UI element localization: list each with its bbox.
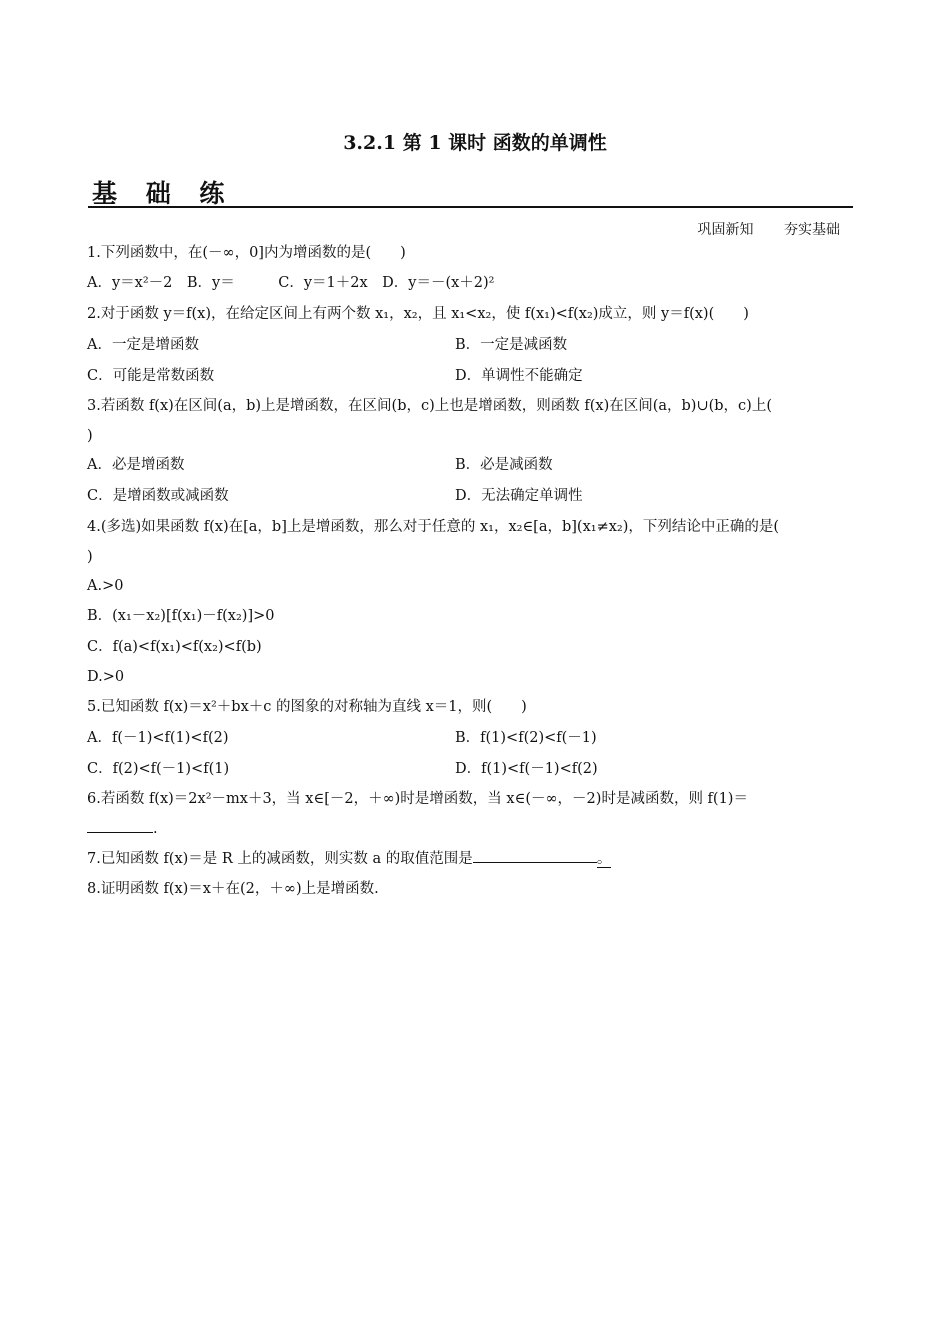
question-3-continued: )	[87, 428, 93, 444]
question-6-answer-line	[87, 818, 158, 839]
section-label: 基 础 练	[92, 179, 235, 208]
question-5: 5.已知函数 f(x)＝x²＋bx＋c 的图象的对称轴为直线 x＝1，则( )	[87, 699, 527, 715]
question-3-option-a: A．必是增函数	[87, 457, 185, 473]
question-7-end: 。	[596, 851, 612, 867]
section-subtitle: 巩固新知 夯实基础	[697, 222, 840, 238]
question-3-option-d: D．无法确定单调性	[455, 488, 583, 504]
question-2-option-c: C．可能是常数函数	[87, 368, 215, 384]
question-2-option-a: A．一定是增函数	[87, 337, 199, 353]
question-4-option-a: A.>0	[87, 578, 124, 594]
question-3-option-b: B．必是减函数	[455, 457, 553, 473]
question-5-option-b: B．f(1)<f(2)<f(－1)	[455, 730, 597, 746]
question-7-line	[87, 848, 611, 869]
question-1: 1.下列函数中，在(－∞，0]内为增函数的是( )	[87, 245, 406, 261]
question-3-option-c: C．是增函数或减函数	[87, 488, 229, 504]
page-title: 3.2.1 第 1 课时 函数的单调性	[343, 132, 607, 154]
question-5-option-a: A．f(－1)<f(1)<f(2)	[87, 730, 229, 746]
question-5-option-c: C．f(2)<f(－1)<f(1)	[87, 761, 230, 777]
question-8: 8.证明函数 f(x)＝x＋在(2，＋∞)上是增函数.	[87, 881, 379, 897]
question-5-option-d: D．f(1)<f(－1)<f(2)	[455, 761, 598, 777]
question-4: 4.(多选)如果函数 f(x)在[a，b]上是增函数，那么对于任意的 x₁，x₂∈[a，b](x₁≠x₂)，下列结论中正确的是(	[87, 519, 780, 535]
question-2: 2.对于函数 y＝f(x)，在给定区间上有两个数 x₁，x₂，且 x₁<x₂，使 f(x₁)<f(x₂)成立，则 y＝f(x)( )	[87, 306, 749, 322]
question-6: 6.若函数 f(x)＝2x²－mx＋3，当 x∈[－2，＋∞)时是增函数，当 x∈(－∞，－2)时是减函数，则 f(1)＝	[87, 791, 748, 807]
question-4-option-d: D.>0	[87, 669, 125, 685]
question-6-end: .	[153, 821, 158, 837]
question-1-options: A．y＝x²－2 B．y＝ C．y＝1＋2x D．y＝－(x＋2)²	[87, 275, 495, 291]
question-3: 3.若函数 f(x)在区间(a，b)上是增函数，在区间(b，c)上也是增函数，则函数 f(x)在区间(a，b)∪(b，c)上(	[87, 398, 772, 414]
question-2-option-b: B．一定是减函数	[455, 337, 568, 353]
question-2-option-d: D．单调性不能确定	[455, 368, 583, 384]
question-4-option-b: B．(x₁－x₂)[f(x₁)－f(x₂)]>0	[87, 608, 275, 624]
question-4-option-c: C．f(a)<f(x₁)<f(x₂)<f(b)	[87, 639, 262, 655]
answer-blank	[473, 848, 597, 863]
question-4-continued: )	[87, 549, 93, 565]
question-7: 7.已知函数 f(x)＝是 R 上的减函数，则实数 a 的取值范围是	[87, 851, 473, 867]
section-header	[88, 174, 853, 208]
answer-blank	[87, 818, 153, 833]
